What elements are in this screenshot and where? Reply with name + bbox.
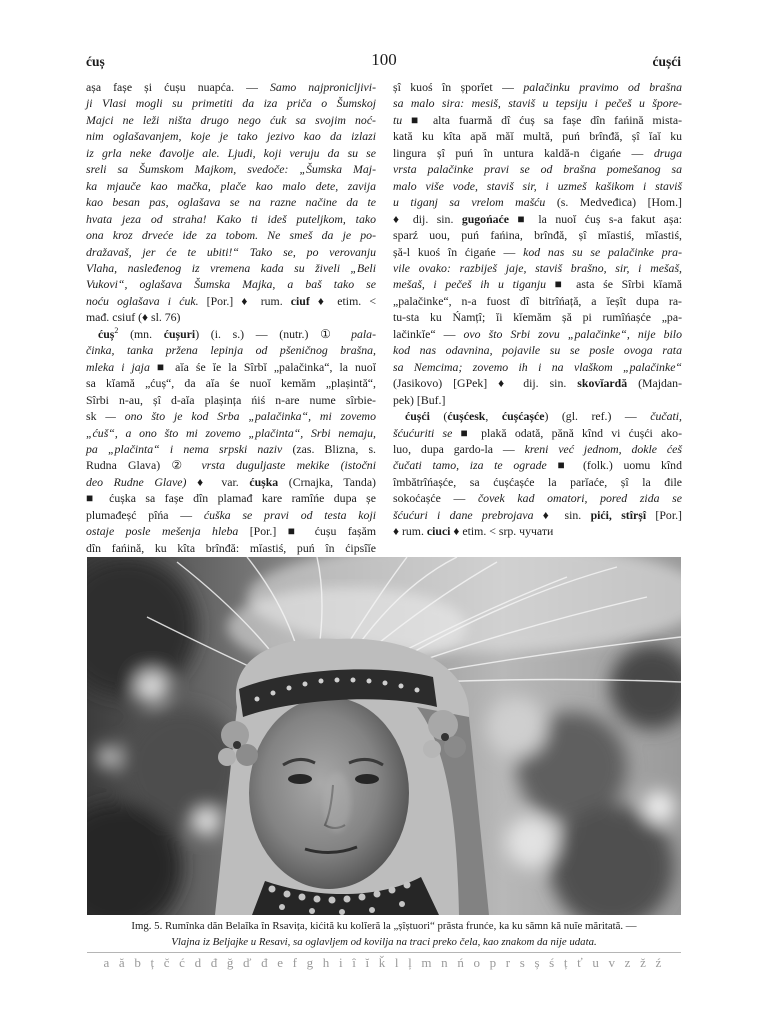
text-run: pala-	[351, 326, 377, 341]
text-line	[86, 507, 376, 523]
text-run: ♦ etim. <	[309, 293, 376, 308]
text-run: șî kuoś în șporĭet —	[393, 80, 524, 94]
text-run: u tiganj sa vrelom mašću	[393, 195, 557, 210]
text-run: ostaje posle mešenja hleba	[86, 524, 250, 539]
text-run: ćuška se pravi od testa koji	[203, 507, 376, 522]
text-run: (	[429, 409, 448, 424]
text-line	[86, 95, 376, 111]
text-line	[393, 375, 682, 391]
text-run: dîn fańină, ku kîta brînđă: mĭastiś, puń în ćipsîĭe	[86, 540, 376, 555]
text-line	[86, 392, 376, 408]
text-line	[393, 293, 682, 309]
text-run: tu-sta ku Ńamțî; ĭi kĭemăm șă pi rumîńașće „pa-	[393, 310, 682, 325]
text-run: sparź uou, puń fańina, brînđă, șî mĭastiś, mĭastiś,	[393, 228, 682, 243]
page-number: 100	[371, 50, 397, 69]
text-run: druga	[653, 145, 682, 160]
text-line	[86, 457, 376, 473]
headword: ćușuri	[163, 326, 196, 341]
text-run: (Majdan-	[627, 376, 682, 391]
text-line	[86, 359, 376, 375]
text-run: kod nas su se palačinke pra-	[523, 244, 683, 259]
text-run: 2	[114, 325, 119, 335]
text-line	[393, 161, 682, 177]
text-run: ) (i. s.) — (nutr.) ①	[195, 326, 352, 341]
caption-line-2: Vlajna iz Beljajke u Resavi, sa oglavljem od kovilja na traci preko čela, kao znakom da nije udata.	[171, 935, 597, 948]
text-run: kreni već jednom, dokle ćeš	[524, 441, 682, 456]
text-run: deo Rudne Glave)	[86, 474, 198, 489]
text-run: sk	[86, 409, 106, 424]
header-right-word: ćușći	[652, 54, 681, 69]
text-line	[393, 457, 682, 473]
text-run: dražavaš, jer će te ubiti!“ Tako se, po verovanju	[86, 244, 376, 259]
headword: ćușka	[249, 474, 279, 489]
text-run: [Por.] ♦ rum.	[206, 293, 291, 308]
text-run: šćućuriti se	[393, 425, 461, 440]
text-run: ,	[485, 409, 502, 424]
text-line	[86, 441, 376, 457]
text-line	[86, 375, 376, 391]
text-run: (s. Medveđica) [Hom.]	[556, 195, 682, 210]
text-line	[393, 392, 682, 408]
text-line	[393, 408, 682, 424]
text-run: šćućuri i dane prebrojava	[393, 507, 543, 522]
text-run: činka, tanka pržena lepinja od pšeničnog brašna,	[86, 343, 376, 358]
text-run: ona kroz drveće ide za tobom. Ne smeš da je po-	[86, 228, 376, 243]
text-run: ■ (folk.) uomu kînd	[557, 458, 682, 473]
text-line	[86, 145, 376, 161]
headword: skovĭardă	[577, 376, 628, 391]
text-line	[393, 227, 682, 243]
text-line	[86, 523, 376, 539]
text-run: Majci ne leži ništa drugo nego ćuk sa svojim noć-	[86, 112, 376, 127]
text-run: tu	[393, 112, 412, 127]
text-line	[393, 211, 682, 227]
text-run: (zas. Blizna, s.	[292, 441, 376, 456]
text-run: čučati,	[650, 409, 683, 424]
text-run: ♦ dij. sin.	[393, 211, 462, 226]
text-run: ♦ sin.	[542, 507, 591, 522]
text-run: lingura șî puń în untura kaldă-n ćigańe —	[393, 145, 654, 160]
photo-caption	[80, 919, 688, 950]
text-line	[393, 194, 682, 210]
text-line	[393, 128, 682, 144]
text-run: ) (gl. ref.) —	[544, 409, 651, 424]
text-run: nim oglašavanjem, koje je tako jezivo kao da izlazi	[86, 129, 376, 144]
text-run: lačinkĭe“ —	[393, 326, 464, 341]
text-line	[393, 425, 682, 441]
text-run: [Por.] ■ ćușu fașăm	[249, 524, 376, 539]
text-line	[86, 227, 376, 243]
headword: pići, stîrșî	[590, 507, 647, 522]
left-column	[86, 79, 376, 556]
text-run: ovo što Srbi zovu „palačinke“, nije bilo	[463, 326, 682, 341]
text-run: luo, dupa gardo-la —	[393, 441, 525, 456]
text-line	[86, 112, 376, 128]
text-line	[86, 211, 376, 227]
text-line	[86, 342, 376, 358]
text-run: plumađeșć pîńa —	[86, 507, 204, 522]
caption-line-1: Img. 5. Rumînka dăn Belaĭka în Rsavița, kićită ku kolĭeră la „șîștuori“ prăsta frunće, ka ku sămn kă nuĭe măritată. —	[131, 920, 637, 932]
text-run: așa fașe și ćușu nuapća. —	[86, 80, 271, 94]
text-run: čučati tamo, iza te ograde	[393, 458, 558, 473]
text-run: (mn.	[118, 326, 164, 341]
text-line	[86, 276, 376, 292]
text-line	[393, 145, 682, 161]
text-run: noću oglašava i ćuk.	[86, 293, 207, 308]
text-run: vile ovako: razbiješ jaje, staviš brašno, sir, i mešaš,	[393, 260, 682, 275]
text-run: șă-l kuoś în ćigańe —	[393, 244, 524, 259]
text-run: ♦ var.	[197, 474, 250, 489]
footer-divider	[87, 952, 681, 953]
text-line	[86, 161, 376, 177]
text-line	[393, 244, 682, 260]
text-run: „palačinke“, n-a fuost dî bitrîńață, a ĭeșît dupa ra-	[393, 293, 682, 308]
text-line	[393, 490, 682, 506]
text-run: kată ku kîta apă măĭ multă, puń brînđă, șî ĭaĭ ku	[393, 129, 682, 144]
text-run: pek) [Buf.]	[393, 392, 446, 407]
text-run: hvata jeza od straha! Kako ti ideš puteljkom, tako	[86, 211, 376, 226]
text-run: vrsta palačinke pravi se od brašna pomešanog sa	[393, 162, 682, 177]
text-line	[393, 178, 682, 194]
text-line	[393, 260, 682, 276]
text-line	[86, 128, 376, 144]
text-run: palačinku pravimo od brašna	[523, 80, 682, 94]
text-run: sa malo sira: mesiš, staviš u tepsiju i pečeš u špore-	[393, 96, 682, 111]
text-line	[393, 276, 682, 292]
text-run: čovek kad omatori, pored zida se	[477, 491, 682, 506]
text-run: iz grla neke đavolje ale. Ljudi, koji veruju da su se	[86, 145, 376, 160]
text-run: — ono što je kod Srba „palačinka“, mi zovemo	[105, 409, 376, 424]
text-run: ■ plakă odată, pănă kînd vi ćușći ako-	[460, 425, 682, 440]
text-line	[86, 425, 376, 441]
text-line	[393, 95, 682, 111]
text-run: [Por.]	[646, 507, 682, 522]
text-run: ka mjauče kao mačka, plače kao malo dete, zavija	[86, 178, 376, 193]
text-run: ■ asta śe Sîrbi kĭamă	[554, 277, 682, 292]
text-run: (Crnajka, Tanda)	[278, 474, 376, 489]
text-line	[86, 309, 376, 325]
headword: ćușći	[405, 409, 430, 424]
text-run: Vukovi“, oglašava Šumska Majka, a baš tako se	[86, 277, 376, 292]
text-line	[86, 79, 376, 95]
face	[249, 697, 409, 889]
text-run: vrsta duguljaste mekike (istočni	[201, 458, 376, 473]
text-run: ■ aĭa śe ĭe la Sîrbĭ „palačinka“, la nuoĭ	[156, 359, 376, 374]
text-line	[86, 474, 376, 490]
text-line	[393, 326, 682, 342]
text-run: malo više vode, staviš sir, i uzmeš kašikom i staviš	[393, 178, 682, 193]
text-run: ■ ćușka sa fașe dîn plamađ kare ramîńe dupa șe	[86, 491, 376, 506]
text-run: ■ la nuoĭ ćuș s-a fakut așa:	[509, 211, 682, 226]
text-run: sa kĭamă „ćuș“, da aĭa śe nuoĭ kemăm „plașintă“,	[86, 376, 376, 391]
text-run: (Jasikovo) [GPek] ♦ dij. sin.	[393, 376, 578, 391]
text-line	[86, 244, 376, 260]
text-run: „ćuš“, a ono što mi zovemo „plačinta“, Srbi nemaju,	[86, 425, 376, 440]
text-line	[86, 540, 376, 556]
text-line	[86, 194, 376, 210]
text-line	[393, 79, 682, 95]
text-run: kod nas odavnina, pojavile su se posle ovoga rata	[393, 343, 682, 358]
text-line	[393, 342, 682, 358]
text-line	[86, 490, 376, 506]
text-line	[393, 507, 682, 523]
right-column	[393, 79, 682, 540]
text-run: kao besan pas, oglašava se na razne načine da te	[86, 195, 376, 210]
headword: ćușćașće	[501, 409, 545, 424]
headword: ciuci	[426, 524, 451, 539]
text-run: ♦ rum.	[393, 524, 427, 539]
text-run: Samo najpronicljivi-	[270, 80, 376, 94]
text-run: Rudna Glava) ②	[86, 458, 202, 473]
text-run: mešaš, i pečeš ih u tiganju	[393, 277, 555, 292]
text-run: Vlaha, nasleđenog iz vremena kada su živeli „Beli	[86, 260, 376, 275]
text-line	[86, 293, 376, 309]
text-line	[393, 112, 682, 128]
text-run: ■ alta fuarmă dî ćuș sa fașe dîn fańină mista-	[411, 112, 682, 127]
footer-alphabet: a ă b ț č ć d đ ğ ď đ e f g h i î ĭ ǩ l ļ m n ń o p r s ș ś ț ť u v z ž ź	[103, 955, 665, 970]
headword: ćușćesk	[447, 409, 486, 424]
text-run: pa „plačinta“ i nema srpski naziv	[86, 441, 293, 456]
text-run: ji Vlasi mogli su primetiti da iza priča o Šumskoj	[86, 96, 376, 111]
text-run: sreli sa Šumskom Majkom, svedoče: „Šumska Maj-	[86, 162, 376, 177]
text-line	[393, 309, 682, 325]
text-run: Sîrbi n-au, șî d-aĭa plașința ńiś n-are nume sîrbie-	[86, 392, 376, 407]
text-run: mađ. csiuf (♦ sl. 76)	[86, 310, 181, 325]
headword: ćuș	[98, 326, 115, 341]
headword: ciuf	[290, 293, 310, 308]
text-run: ♦ etim. < srp. чучати	[450, 524, 554, 539]
photo	[87, 557, 681, 915]
headword: gugońaće	[461, 211, 510, 226]
text-line	[393, 523, 682, 539]
text-run: sa Nemcima; zovemo ih i na vlaškom „palačinke“	[393, 359, 682, 374]
text-line	[86, 178, 376, 194]
text-line	[86, 408, 376, 424]
text-line	[393, 474, 682, 490]
text-line	[393, 359, 682, 375]
text-run: îmbătrîńașće, sa ćușćașće la parĭaće, șî la đile	[393, 474, 682, 489]
text-run: mleka i jaja	[86, 359, 157, 374]
text-line	[393, 441, 682, 457]
text-line	[86, 260, 376, 276]
text-line	[86, 326, 376, 342]
text-run: sokoćașće —	[393, 491, 478, 506]
header-left-word: ćuș	[86, 54, 105, 69]
